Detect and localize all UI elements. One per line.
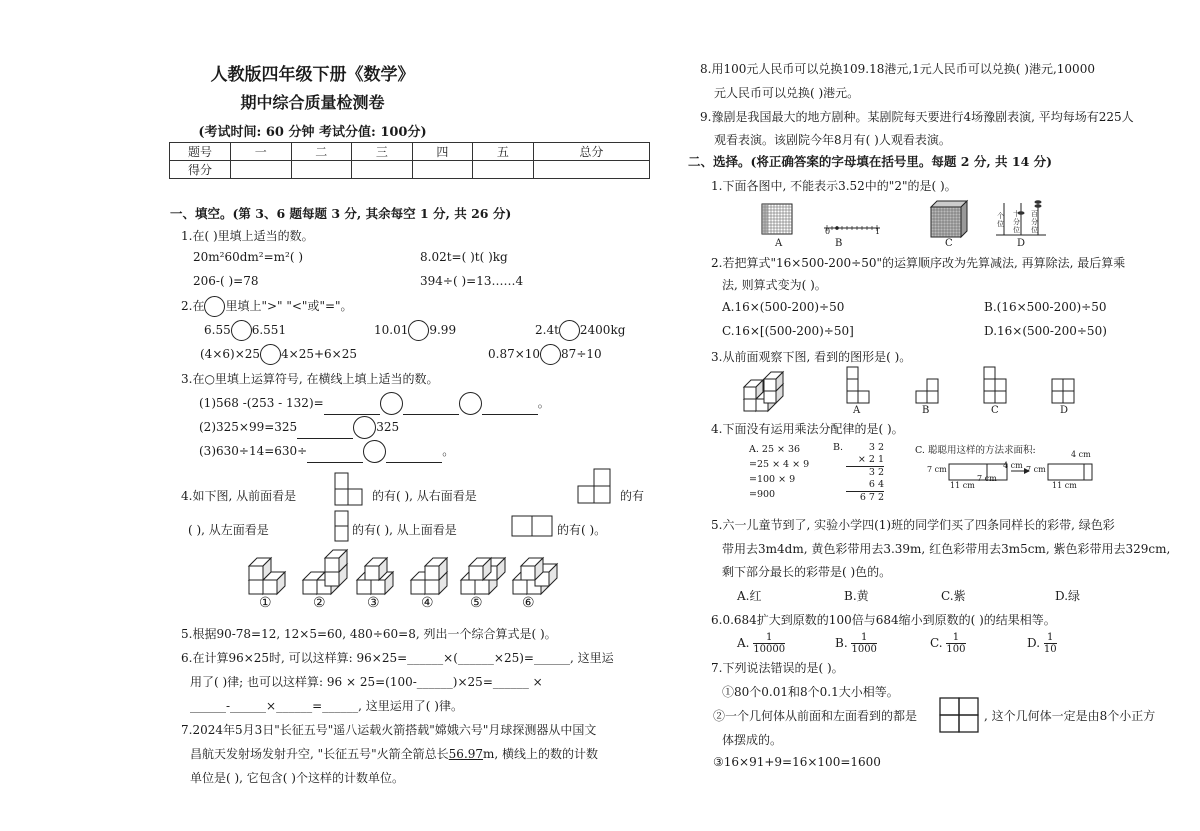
s2-q6-stem: 6.0.684扩大到原数的100倍与684缩小到原数的( )的结果相等。 [711,613,1056,627]
s2-q6-opt-c [930,632,966,655]
q7-line2-b: m, 横线上的数的计数 [483,747,599,761]
score-input-cell[interactable] [291,161,352,179]
score-input-cell[interactable] [473,161,534,179]
s2-q4-b-row: 6 4 [846,479,884,492]
q3-stem: 3.在○里填上运算符号, 在横线上填上适当的数。 [181,372,439,386]
section2-heading: 二、选择。(将正确答案的字母填在括号里。每题 2 分, 共 14 分) [688,154,1053,169]
q2-stem-post: 里填上">" "<"或"="。 [225,299,353,313]
q2-c-left: 2.4t [535,323,559,337]
s2-q4-b-row: 3 2 [868,467,884,478]
q4-p2: 的有( ), 从右面看是 [372,489,477,503]
q2-b-right: 9.99 [429,323,457,337]
figure-label-5: ⑤ [470,595,483,611]
q9-line2: 观看表演。该剧院今年8月有( )人观看表演。 [714,133,951,147]
fraction-numerator: 1 [753,632,785,644]
fraction [946,632,965,655]
s2-q5-opt-a: A.红 [737,589,762,603]
q7-line2 [190,745,598,762]
table-cell: 一 [231,143,292,161]
compare-circle[interactable] [540,344,561,365]
dim-label: 7 cm [1026,465,1046,474]
cube-figures [245,552,575,596]
s2-q3-solid-figure [744,368,788,412]
operator-circle[interactable] [459,392,482,415]
score-input-cell[interactable] [412,161,473,179]
compare-circle[interactable] [260,344,281,365]
option-letter: A. [737,636,750,650]
cube-figure-6 [513,558,557,594]
s2-q3-opt-a: A [853,405,861,416]
operator-circle[interactable] [353,416,376,439]
fraction-numerator: 1 [946,632,965,644]
q2-b [374,320,456,341]
s2-q3-opt-d: D [1060,405,1069,416]
compare-circle[interactable] [204,296,225,317]
q1-b: 8.02t=( )t( )kg [420,250,508,264]
s2-q6-opt-a [737,632,785,655]
view-shape-left [334,510,350,544]
score-table-score-row [170,161,650,179]
q7-line3: 单位是( ), 它包含( )个这样的计数单位。 [190,771,404,785]
fraction-denominator: 100 [946,644,966,655]
q1-stem: 1.在( )里填上适当的数。 [181,229,314,243]
cube-figure-4 [411,558,447,594]
s2-q4-opt-c-label: C. 聪聪用这样的方法求面积: [915,445,1036,456]
s2-q6-opt-b [835,632,877,655]
q3-a [199,392,550,415]
dim-label: 4 cm [1071,450,1091,459]
s2-q3-opt-c: C [991,405,999,416]
q4-p1: 4.如下图, 从前面看是 [181,489,297,503]
q2-c-right: 2400kg [579,323,626,337]
answer-blank[interactable] [297,426,353,439]
q7-line1: 7.2024年5月3日"长征五号"遥八运载火箭搭载"嫦娥六号"月球探测器从中国文 [181,723,597,737]
q4-p3: 的有 [620,489,645,503]
compare-circle[interactable] [408,320,429,341]
s2-q1-opt-a: A [775,238,783,249]
figure-label-3: ③ [367,595,380,611]
s2-q4-opt-b [846,442,884,504]
score-input-cell[interactable] [352,161,413,179]
q3-a-text: (1)568 -(253 - 132)= [199,396,324,410]
abacus-label-ones: 个位 [997,212,1004,228]
cube-figure-5 [461,558,505,594]
q5: 5.根据90-78=12, 12×5=60, 480÷60=8, 列出一个综合算式是( )。 [181,627,557,641]
fraction-denominator: 10 [1043,644,1057,655]
q3-b [199,416,399,439]
score-input-cell[interactable] [231,161,292,179]
q1-d: 394÷( )=13……4 [420,274,524,288]
s2-q5-opt-b: B.黄 [844,589,869,603]
s2-q3-opt-b: B [922,405,930,416]
s2-q2-opt-a: A.16×(500-200)÷50 [722,300,845,314]
exam-info: (考试时间: 60 分钟 考试分值: 100分) [198,125,427,140]
operator-circle[interactable] [363,440,386,463]
fraction-numerator: 1 [1044,632,1057,644]
exam-subtitle: 期中综合质量检测卷 [240,93,385,112]
score-input-cell[interactable] [533,161,649,179]
q8-line1: 8.用100元人民币可以兑换109.18港元,1元人民币可以兑换( )港元,10000 [700,62,1095,76]
axis-label-1: 1 [875,227,881,236]
fraction-denominator: 10000 [753,644,786,655]
answer-blank[interactable] [307,450,363,463]
figure-label-6: ⑥ [522,595,535,611]
s2-q3-view-a [846,366,872,404]
compare-circle[interactable] [559,320,580,341]
fraction [753,632,785,655]
q3-b-end: 325 [376,420,400,434]
axis-label-0: 0 [825,227,831,236]
dim-label: 4 cm [1003,461,1023,470]
s2-q7-statement-2c: 体摆成的。 [722,733,783,747]
fraction [1044,632,1057,655]
s2-q7-statement-2b: , 这个几何体一定是由8个小正方 [984,709,1156,723]
s2-q5-line3: 剩下部分最长的彩带是( )色的。 [722,565,892,579]
dim-label: 7 cm [927,465,947,474]
s2-q2-opt-b: B.(16×500-200)÷50 [984,300,1107,314]
q8-line2: 元人民币可以兑换( )港元。 [714,86,860,100]
s2-q4-b-row: 6 7 2 [859,492,884,503]
q2-stem [181,296,353,317]
dim-label: 7 cm [977,474,997,483]
s2-q1-opt-c: C [945,238,953,249]
s2-q4-a-line: =100 × 9 [749,474,796,485]
cube-figure-1 [249,558,285,594]
s2-q7-statement-3: ③16×91+9=16×100=1600 [713,755,881,769]
s2-q2-opt-c: C.16×[(500-200)÷50] [722,324,854,338]
view-shape-right [577,468,611,506]
q2-e-right: 87÷10 [561,347,602,361]
figure-label-1: ① [259,595,272,611]
abacus-label-tenths: 十分位 [1013,210,1020,234]
q3-dot: 。 [442,444,455,458]
table-cell: 二 [291,143,352,161]
table-cell: 总分 [533,143,649,161]
q6-line1: 6.在计算96×25时, 可以这样算: 96×25=______×(______×25)=______, 这里运 [181,651,614,665]
q2-e [488,344,602,365]
q3-c-text: (3)630÷14=630÷ [199,444,308,458]
q7-line2-a: 昌航天发射场发射升空, "长征五号"火箭全箭总长 [190,747,449,761]
q2-a [204,320,286,341]
s2-q4-b-row: × 2 1 [846,454,884,467]
table-cell: 四 [412,143,473,161]
s2-q4-a-line: =25 × 4 × 9 [749,459,810,470]
score-table-header-row [170,143,650,161]
view-shape-front [334,472,364,508]
q2-b-left: 10.01 [374,323,409,337]
q3-b-text: (2)325×99=325 [199,420,298,434]
dim-label: 11 cm [950,481,975,490]
q3-c [199,440,454,463]
s2-q1-opt-b: B [835,238,843,249]
answer-blank[interactable] [482,402,538,415]
option-letter: D. [1027,636,1041,650]
s2-q3-view-c [983,366,1009,404]
s2-q2-opt-d: D.16×(500-200÷50) [984,324,1107,338]
compare-circle[interactable] [231,320,252,341]
table-cell: 得分 [170,161,231,179]
hundred-grid-figure [762,204,794,236]
s2-q1-opt-d: D [1017,238,1026,249]
figure-label-2: ② [313,595,326,611]
answer-blank[interactable] [403,402,459,415]
s2-q7-stem: 7.下列说法错误的是( )。 [711,661,844,675]
cube-block-figure [931,201,971,237]
abacus-label-hundredths: 百分位 [1031,210,1038,234]
q2-d [200,344,357,365]
table-cell: 五 [473,143,534,161]
q6-line2: 用了( )律; 也可以这样算: 96 × 25=(100-______)×25=______ × [190,675,543,689]
s2-q4-opt-a [749,442,809,502]
score-table [169,142,650,179]
q6-line3: ______-______×______=______, 这里运用了( )律。 [190,699,463,713]
q9-line1: 9.豫剧是我国最大的地方剧种。某剧院每天要进行4场豫剧表演, 平均每场有225人 [700,110,1134,124]
q2-d-right: 4×25+6×25 [281,347,357,361]
cube-figure-2 [303,550,347,594]
s2-q6-opt-d [1027,632,1057,655]
s2-q4-a-line: =900 [749,489,776,500]
s2-q1-stem: 1.下面各图中, 不能表示3.52中的"2"的是( )。 [711,179,957,193]
figure-label-4: ④ [421,595,434,611]
s2-q4-opt-b-label: B. [833,442,844,453]
q1-a: 20m²60dm²=m²( ) [193,250,304,264]
q4-p5: 的有( ), 从上面看是 [352,523,457,537]
fraction [851,632,876,655]
option-letter: B. [835,636,848,650]
s2-q7-view-shape [939,697,981,735]
s2-q7-statement-1: ①80个0.01和8个0.1大小相等。 [722,685,899,699]
operator-circle[interactable] [380,392,403,415]
table-cell: 三 [352,143,413,161]
s2-q2-line1: 2.若把算式"16×500-200÷50"的运算顺序改为先算减法, 再算除法, 最后算乘 [711,256,1126,270]
q4-p6: 的有( )。 [557,523,607,537]
s2-q4-b-row: 3 2 [868,442,884,453]
q1-c: 206-( )=78 [193,274,259,288]
answer-blank[interactable] [386,450,442,463]
s2-q3-view-b [915,378,941,404]
s2-q4-a-line: A. 25 × 36 [749,444,801,455]
exam-title: 人教版四年级下册《数学》 [210,65,415,85]
fraction-denominator: 1000 [851,644,877,655]
s2-q4-stem: 4.下面没有运用乘法分配律的是( )。 [711,422,904,436]
s2-q5-line2: 带用去3m4dm, 黄色彩带用去3.39m, 红色彩带用去3m5cm, 紫色彩带用去329cm, [722,542,1171,556]
dim-label: 11 cm [1052,481,1077,490]
s2-q5-opt-c: C.紫 [941,589,966,603]
q2-a-right: 6.551 [251,323,287,337]
q4-p4: ( ), 从左面看是 [188,523,269,537]
table-cell: 题号 [170,143,231,161]
q2-a-left: 6.55 [204,323,231,337]
q2-stem-pre: 2.在 [181,299,205,313]
s2-q2-line2: 法, 则算式变为( )。 [722,278,827,292]
q7-underlined-number: 56.97 [448,747,484,761]
q2-c [535,320,625,341]
cube-figure-3 [357,558,393,594]
q3-dot: 。 [537,396,550,410]
s2-q5-opt-d: D.绿 [1055,589,1081,603]
s2-q3-stem: 3.从前面观察下图, 看到的图形是( )。 [711,350,912,364]
q2-d-left: (4×6)×25 [200,347,261,361]
fraction-numerator: 1 [851,632,876,644]
section1-heading: 一、填空。(第 3、6 题每题 3 分, 其余每空 1 分, 共 26 分) [170,206,512,221]
answer-blank[interactable] [324,402,380,415]
s2-q5-line1: 5.六一儿童节到了, 实验小学四(1)班的同学们买了四条同样长的彩带, 绿色彩 [711,518,1115,532]
option-letter: C. [930,636,943,650]
s2-q3-view-d [1051,378,1077,404]
view-shape-top [511,515,555,539]
s2-q7-statement-2a: ②一个几何体从前面和左面看到的都是 [713,709,918,723]
q2-e-left: 0.87×10 [488,347,541,361]
